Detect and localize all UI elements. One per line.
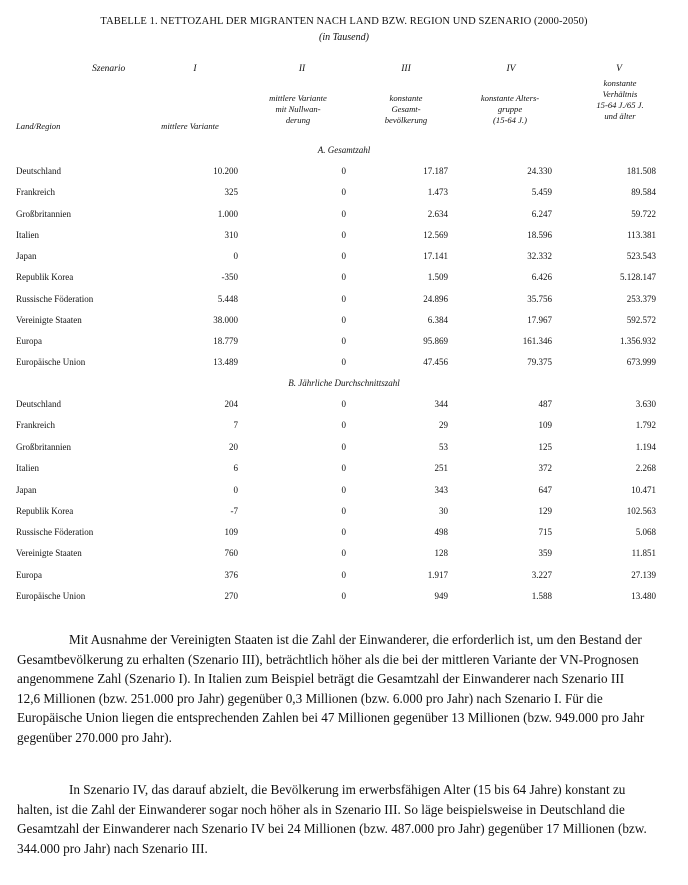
cell: 6.384 <box>427 315 448 325</box>
table-row <box>0 187 688 201</box>
cell: 128 <box>434 548 448 558</box>
cell: 0 <box>341 463 346 473</box>
cell: 3.227 <box>531 570 552 580</box>
cell: 0 <box>341 294 346 304</box>
cell: 12.569 <box>423 230 448 240</box>
row-label: Europa <box>16 570 42 580</box>
cell: 10.471 <box>631 485 656 495</box>
table-row <box>0 570 688 584</box>
table-row <box>0 399 688 413</box>
cell: 5.128.147 <box>620 272 656 282</box>
row-label: Deutschland <box>16 399 61 409</box>
row-label: Japan <box>16 251 37 261</box>
row-label: Deutschland <box>16 166 61 176</box>
row-label: Italien <box>16 230 39 240</box>
cell: 20 <box>229 442 238 452</box>
cell: 109 <box>538 420 552 430</box>
cell: 0 <box>341 527 346 537</box>
cell: 13.489 <box>213 357 238 367</box>
cell: 204 <box>224 399 238 409</box>
table-row <box>0 591 688 605</box>
cell: 59.722 <box>631 209 656 219</box>
cell: 17.187 <box>423 166 448 176</box>
cell: 5.448 <box>217 294 238 304</box>
cell: 102.563 <box>626 506 656 516</box>
cell: 27.139 <box>631 570 656 580</box>
cell: 310 <box>224 230 238 240</box>
cell: 487 <box>538 399 552 409</box>
table-row <box>0 527 688 541</box>
cell: 647 <box>538 485 552 495</box>
cell: 6.247 <box>531 209 552 219</box>
cell: 1.588 <box>531 591 552 601</box>
cell: 253.379 <box>626 294 656 304</box>
row-label: Italien <box>16 463 39 473</box>
col-desc-1: mittlere Variante <box>161 121 219 131</box>
section-a-heading: A. Gesamtzahl <box>317 145 371 155</box>
cell: 1.194 <box>635 442 656 452</box>
table-row <box>0 463 688 477</box>
cell: 270 <box>224 591 238 601</box>
cell: 0 <box>233 485 238 495</box>
cell: 0 <box>341 209 346 219</box>
table-row <box>0 209 688 223</box>
cell: 11.851 <box>631 548 656 558</box>
roman-numeral-2: II <box>298 64 306 74</box>
cell: 17.141 <box>423 251 448 261</box>
cell: 5.459 <box>531 187 552 197</box>
cell: 0 <box>341 357 346 367</box>
table-row <box>0 272 688 286</box>
cell: 6 <box>233 463 238 473</box>
table-row <box>0 294 688 308</box>
cell: 18.779 <box>213 336 238 346</box>
cell: 7 <box>233 420 238 430</box>
cell: 13.480 <box>631 591 656 601</box>
cell: 343 <box>434 485 448 495</box>
cell: 0 <box>341 315 346 325</box>
cell: 1.356.932 <box>620 336 656 346</box>
col-desc-3: konstante Gesamt- bevölkerung <box>384 93 428 125</box>
cell: 32.332 <box>527 251 552 261</box>
cell: 1.792 <box>635 420 656 430</box>
cell: 673.999 <box>626 357 656 367</box>
roman-numeral-5: V <box>616 64 622 74</box>
cell: 498 <box>434 527 448 537</box>
cell: 0 <box>341 399 346 409</box>
cell: 0 <box>341 166 346 176</box>
cell: 949 <box>434 591 448 601</box>
country-label: Land/Region <box>16 121 61 131</box>
roman-numeral-3: III <box>401 64 411 74</box>
row-label: Vereinigte Staaten <box>16 315 82 325</box>
cell: 376 <box>224 570 238 580</box>
row-label: Europäische Union <box>16 591 86 601</box>
table-row <box>0 336 688 350</box>
cell: 129 <box>538 506 552 516</box>
paragraph-1 <box>17 630 647 747</box>
cell: 715 <box>538 527 552 537</box>
cell: 109 <box>224 527 238 537</box>
section-b-heading: B. Jährliche Durchschnittszahl <box>288 378 400 388</box>
cell: 53 <box>439 442 448 452</box>
cell: 0 <box>341 570 346 580</box>
cell: 1.473 <box>427 187 448 197</box>
row-label: Japan <box>16 485 37 495</box>
col-desc-4: konstante Alters- gruppe (15-64 J.) <box>480 93 540 125</box>
cell: 2.268 <box>635 463 656 473</box>
cell: 29 <box>439 420 448 430</box>
paragraph-1-text: Mit Ausnahme der Vereinigten Staaten ist die Zahl der Einwanderer, die erforderlich ist, um den Bestand der Gesamtbevölkerung zu erhalten (Szenario III), beträchtlich höher als die bei der mittleren Variante der VN-Prognosen angenommene Zahl (Szenario I). In Italien zum Beispiel beträgt die Gesamtzahl der Einwanderer nach Szenario III 12,6 Millionen (bzw. 251.000 pro Jahr) gegenüber 0,3 Millionen (bzw. 6.000 pro Jahr) nach Szenario I. Für die Europäische Union liegen die entsprechenden Zahlen bei 47 Millionen gegenüber 13 Millionen (bzw. 949.000 pro Jahr gegenüber 270.000 pro Jahr). <box>17 632 645 745</box>
cell: 113.381 <box>627 230 656 240</box>
table-row <box>0 420 688 434</box>
cell: 0 <box>341 591 346 601</box>
paragraph-2 <box>17 780 647 858</box>
table-row <box>0 548 688 562</box>
cell: 6.426 <box>531 272 552 282</box>
cell: -350 <box>221 272 238 282</box>
cell: 161.346 <box>522 336 552 346</box>
table-row <box>0 315 688 329</box>
cell: 251 <box>434 463 448 473</box>
cell: 1.000 <box>217 209 238 219</box>
cell: 523.543 <box>626 251 656 261</box>
row-label: Großbritannien <box>16 442 71 452</box>
cell: 24.330 <box>527 166 552 176</box>
cell: 344 <box>434 399 448 409</box>
roman-numeral-4: IV <box>506 64 516 74</box>
table-row <box>0 442 688 456</box>
cell: 24.896 <box>423 294 448 304</box>
row-label: Russische Föderation <box>16 527 94 537</box>
paragraph-2-text: In Szenario IV, das darauf abzielt, die Bevölkerung im erwerbsfähigen Alter (15 bis 64 Jahre) konstant zu halten, ist die Zahl der Einwanderer sogar noch höher als in Szenario III. So läge beispielsweise in Deutschland die Gesamtzahl der Einwanderer nach Szenario IV bei 24 Millionen (bzw. 487.000 pro Jahr) gegenüber 17 Millionen (bzw. 344.000 pro Jahr) nach Szenario III. <box>17 782 647 856</box>
cell: 2.634 <box>427 209 448 219</box>
col-desc-2: mittlere Variante mit Nullwan- derung <box>269 93 327 125</box>
row-label: Frankreich <box>16 187 55 197</box>
table-row <box>0 357 688 371</box>
cell: 1.917 <box>427 570 448 580</box>
cell: 0 <box>341 485 346 495</box>
cell: 0 <box>341 420 346 430</box>
cell: 0 <box>341 336 346 346</box>
cell: 359 <box>538 548 552 558</box>
scenario-label: Szenario <box>92 64 126 74</box>
cell: 95.869 <box>423 336 448 346</box>
row-label: Frankreich <box>16 420 55 430</box>
cell: 79.375 <box>527 357 552 367</box>
cell: 0 <box>341 251 346 261</box>
cell: 38.000 <box>213 315 238 325</box>
cell: 18.596 <box>527 230 552 240</box>
cell: 592.572 <box>626 315 656 325</box>
cell: 181.508 <box>626 166 656 176</box>
col-desc-5: konstante Verhältnis 15-64 J./65 J. und älter <box>596 78 644 121</box>
cell: 30 <box>439 506 448 516</box>
table-row <box>0 166 688 180</box>
roman-numeral-1: I <box>193 64 197 74</box>
row-label: Großbritannien <box>16 209 71 219</box>
cell: 0 <box>341 187 346 197</box>
cell: 1.509 <box>427 272 448 282</box>
row-label: Vereinigte Staaten <box>16 548 82 558</box>
cell: 760 <box>224 548 238 558</box>
table-row <box>0 485 688 499</box>
cell: 47.456 <box>423 357 448 367</box>
cell: 0 <box>341 442 346 452</box>
table-subtitle: (in Tausend) <box>319 32 369 43</box>
row-label: Republik Korea <box>16 506 74 516</box>
row-label: Republik Korea <box>16 272 74 282</box>
cell: -7 <box>230 506 238 516</box>
table-row <box>0 506 688 520</box>
table-row <box>0 251 688 265</box>
cell: 17.967 <box>527 315 552 325</box>
cell: 89.584 <box>631 187 656 197</box>
cell: 10.200 <box>213 166 238 176</box>
cell: 125 <box>538 442 552 452</box>
row-label: Russische Föderation <box>16 294 94 304</box>
table-title: TABELLE 1. NETTOZAHL DER MIGRANTEN NACH LAND BZW. REGION UND SZENARIO (2000-2050) <box>100 16 588 27</box>
cell: 3.630 <box>635 399 656 409</box>
cell: 0 <box>341 548 346 558</box>
cell: 372 <box>538 463 552 473</box>
cell: 35.756 <box>527 294 552 304</box>
row-label: Europäische Union <box>16 357 86 367</box>
cell: 325 <box>224 187 238 197</box>
cell: 5.068 <box>635 527 656 537</box>
table-row <box>0 230 688 244</box>
cell: 0 <box>341 506 346 516</box>
row-label: Europa <box>16 336 42 346</box>
cell: 0 <box>233 251 238 261</box>
cell: 0 <box>341 272 346 282</box>
cell: 0 <box>341 230 346 240</box>
